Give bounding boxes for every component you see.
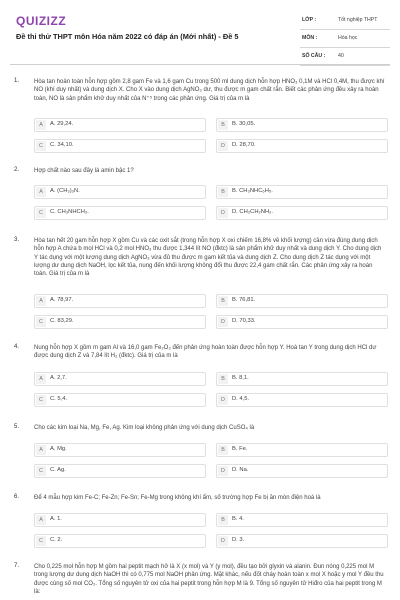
quizizz-logo: QUIZIZZ xyxy=(16,14,67,28)
question-number: 1. xyxy=(14,78,20,84)
option-letter: B xyxy=(218,515,228,525)
meta-row-class xyxy=(300,13,390,30)
question-text: Hòa tan hoàn toàn hỗn hợp gồm 2,8 gam Fe và 1,6 gam Cu trong 500 ml dung dịch hỗn hợp HNO₃ 0,1M và HCl 0,4M, thu được khí NO (khí duy nhất) và dung dịch X. Cho X vào dung dịch AgNO₃ dư, thu được m gam chất rắn. Biết các phản ứng đều xảy ra hoàn toàn, NO là sản phẩm khử duy nhất của N⁺⁵ trong các phản ứng. Giá trị của m là xyxy=(34,79,385,102)
meta-value: Tốt nghiệp THPT xyxy=(338,17,378,23)
question-text: Nung hỗn hợp X gồm m gam Al và 16,0 gam Fe₂O₃ đến phản ứng hoàn toàn được hỗn hợp Y. Hoà tan Y trong dung dịch HCl dư được dung dịch Z và 7,84 lít H₂ (đktc). Giá trị của m là xyxy=(34,345,377,360)
option-letter: A xyxy=(36,187,46,197)
option-letter: A xyxy=(36,515,46,525)
option-b[interactable] xyxy=(216,443,388,457)
meta-value: Hóa học xyxy=(338,35,358,41)
question-number: 4. xyxy=(14,344,20,350)
option-text: C. 5,4. xyxy=(50,396,68,402)
option-letter: C xyxy=(36,536,46,546)
option-c[interactable] xyxy=(34,534,206,548)
option-c[interactable] xyxy=(34,464,206,478)
meta-label: MÔN : xyxy=(302,35,318,41)
option-letter: D xyxy=(218,466,228,476)
option-letter: B xyxy=(218,296,228,306)
option-b[interactable] xyxy=(216,372,388,386)
option-text: D. CH₃CH₂NH₂. xyxy=(232,209,273,215)
option-d[interactable] xyxy=(216,315,388,329)
worksheet-header xyxy=(0,0,400,64)
option-b[interactable] xyxy=(216,185,388,199)
option-text: D. 3. xyxy=(232,537,245,543)
option-letter: A xyxy=(36,445,46,455)
option-d[interactable] xyxy=(216,464,388,478)
option-b[interactable] xyxy=(216,513,388,527)
option-text: B. 8,1. xyxy=(232,375,249,381)
option-text: B. 4. xyxy=(232,516,244,522)
question-text: Hòa tan hết 20 gam hỗn hợp X gồm Cu và các oxit sắt (trong hỗn hợp X oxi chiếm 16,8% về khối lượng) cần vừa đúng dung dịch hỗn hợp A chứa b mol HCl và 0,2 mol HNO₃ thu được 1,344 lít NO (đktc) là sản phẩm khử duy nhất và dung dịch Y. Cho dung dịch Y tác dụng với một lượng dung dịch AgNO₃ vừa đủ thu được m gam kết tủa và dung dịch Z. Cho dung dịch Z tác dụng với một lượng dư dung dịch NaOH, lọc kết tủa, nung đến khối lượng không đổi thu được 22,4 gam chất rắn. Các phản ứng xảy ra hoàn toàn. Giá trị của m là xyxy=(34,238,382,278)
option-text: D. 28,70. xyxy=(232,142,256,148)
meta-panel xyxy=(300,13,390,67)
option-letter: B xyxy=(218,445,228,455)
option-c[interactable] xyxy=(34,315,206,329)
option-b[interactable] xyxy=(216,294,388,308)
option-text: B. 30,05. xyxy=(232,121,256,127)
option-letter: D xyxy=(218,141,228,151)
option-letter: D xyxy=(218,536,228,546)
option-letter: C xyxy=(36,395,46,405)
meta-row-subject xyxy=(300,31,390,48)
option-letter: D xyxy=(218,208,228,218)
question-number: 2. xyxy=(14,167,20,173)
option-c[interactable] xyxy=(34,393,206,407)
option-d[interactable] xyxy=(216,534,388,548)
option-text: A. Mg. xyxy=(50,446,67,452)
option-text: C. 34,10. xyxy=(50,142,74,148)
option-letter: B xyxy=(218,120,228,130)
option-d[interactable] xyxy=(216,139,388,153)
option-text: D. Na. xyxy=(232,467,249,473)
option-text: D. 70,33. xyxy=(232,318,256,324)
option-a[interactable] xyxy=(34,294,206,308)
question-number: 5. xyxy=(14,424,20,430)
option-letter: C xyxy=(36,141,46,151)
question-text: Cho các kim loại Na, Mg, Fe, Ag. Kim loại không phản ứng với dung dịch CuSO₄ là xyxy=(34,425,255,431)
option-a[interactable] xyxy=(34,118,206,132)
question-text: Cho 0,225 mol hỗn hợp M gồm hai peptit mạch hở là X (x mol) và Y (y mol), đều tạo bởi glyxin và alanin. Đun nóng 0,225 mol M trong lượng dư dung dịch NaOH thì có 0,775 mol NaOH phản ứng. Mặt khác, nếu đốt cháy hoàn toàn x mol X hoặc y mol Y đều thu được cùng số mol CO₂. Tổng số nguyên tử oxi của hai peptit trong hỗn hợp M là 9. Tổng số nguyên tử Hiđro của hai peptit trong M là: xyxy=(34,564,384,595)
option-d[interactable] xyxy=(216,206,388,220)
option-b[interactable] xyxy=(216,118,388,132)
option-text: C. CH₃NHCH₃. xyxy=(50,209,89,215)
option-d[interactable] xyxy=(216,393,388,407)
question-number: 7. xyxy=(14,563,20,569)
question-text: Hợp chất nào sau đây là amin bậc 1? xyxy=(34,168,134,174)
option-text: C. 2. xyxy=(50,537,63,543)
option-text: A. 29,24. xyxy=(50,121,74,127)
meta-value: 40 xyxy=(338,53,344,59)
meta-label: LỚP : xyxy=(302,17,317,23)
option-text: B. Fe. xyxy=(232,446,248,452)
option-c[interactable] xyxy=(34,206,206,220)
question-text: Để 4 mẫu hợp kim Fe-C; Fe-Zn; Fe-Sn; Fe-Mg trong không khí ẩm, số trường hợp Fe bị ăn mòn điện hoá là xyxy=(34,495,321,501)
option-letter: C xyxy=(36,466,46,476)
option-text: A. 78,97. xyxy=(50,297,74,303)
option-text: A. 1. xyxy=(50,516,62,522)
option-letter: C xyxy=(36,208,46,218)
option-letter: B xyxy=(218,187,228,197)
option-letter: A xyxy=(36,296,46,306)
option-letter: D xyxy=(218,395,228,405)
option-text: C. 83,29. xyxy=(50,318,74,324)
option-c[interactable] xyxy=(34,139,206,153)
option-a[interactable] xyxy=(34,372,206,386)
option-text: D. 4,5. xyxy=(232,396,250,402)
option-a[interactable] xyxy=(34,443,206,457)
question-number: 6. xyxy=(14,494,20,500)
document-title: Đề thi thử THPT môn Hóa năm 2022 có đáp án (Mới nhất) - Đề 5 xyxy=(16,32,239,41)
option-a[interactable] xyxy=(34,513,206,527)
option-text: B. CH₃NHC₆H₅. xyxy=(232,188,273,194)
option-a[interactable] xyxy=(34,185,206,199)
option-letter: D xyxy=(218,317,228,327)
header-divider xyxy=(10,64,390,65)
option-letter: A xyxy=(36,120,46,130)
option-text: C. Ag. xyxy=(50,467,66,473)
meta-label: SỐ CÂU : xyxy=(302,53,326,59)
question-number: 3. xyxy=(14,237,20,243)
option-text: A. 2,7. xyxy=(50,375,67,381)
option-text: A. (CH₃)₃N. xyxy=(50,188,80,194)
option-letter: B xyxy=(218,374,228,384)
option-letter: C xyxy=(36,317,46,327)
option-letter: A xyxy=(36,374,46,384)
option-text: B. 76,81. xyxy=(232,297,256,303)
